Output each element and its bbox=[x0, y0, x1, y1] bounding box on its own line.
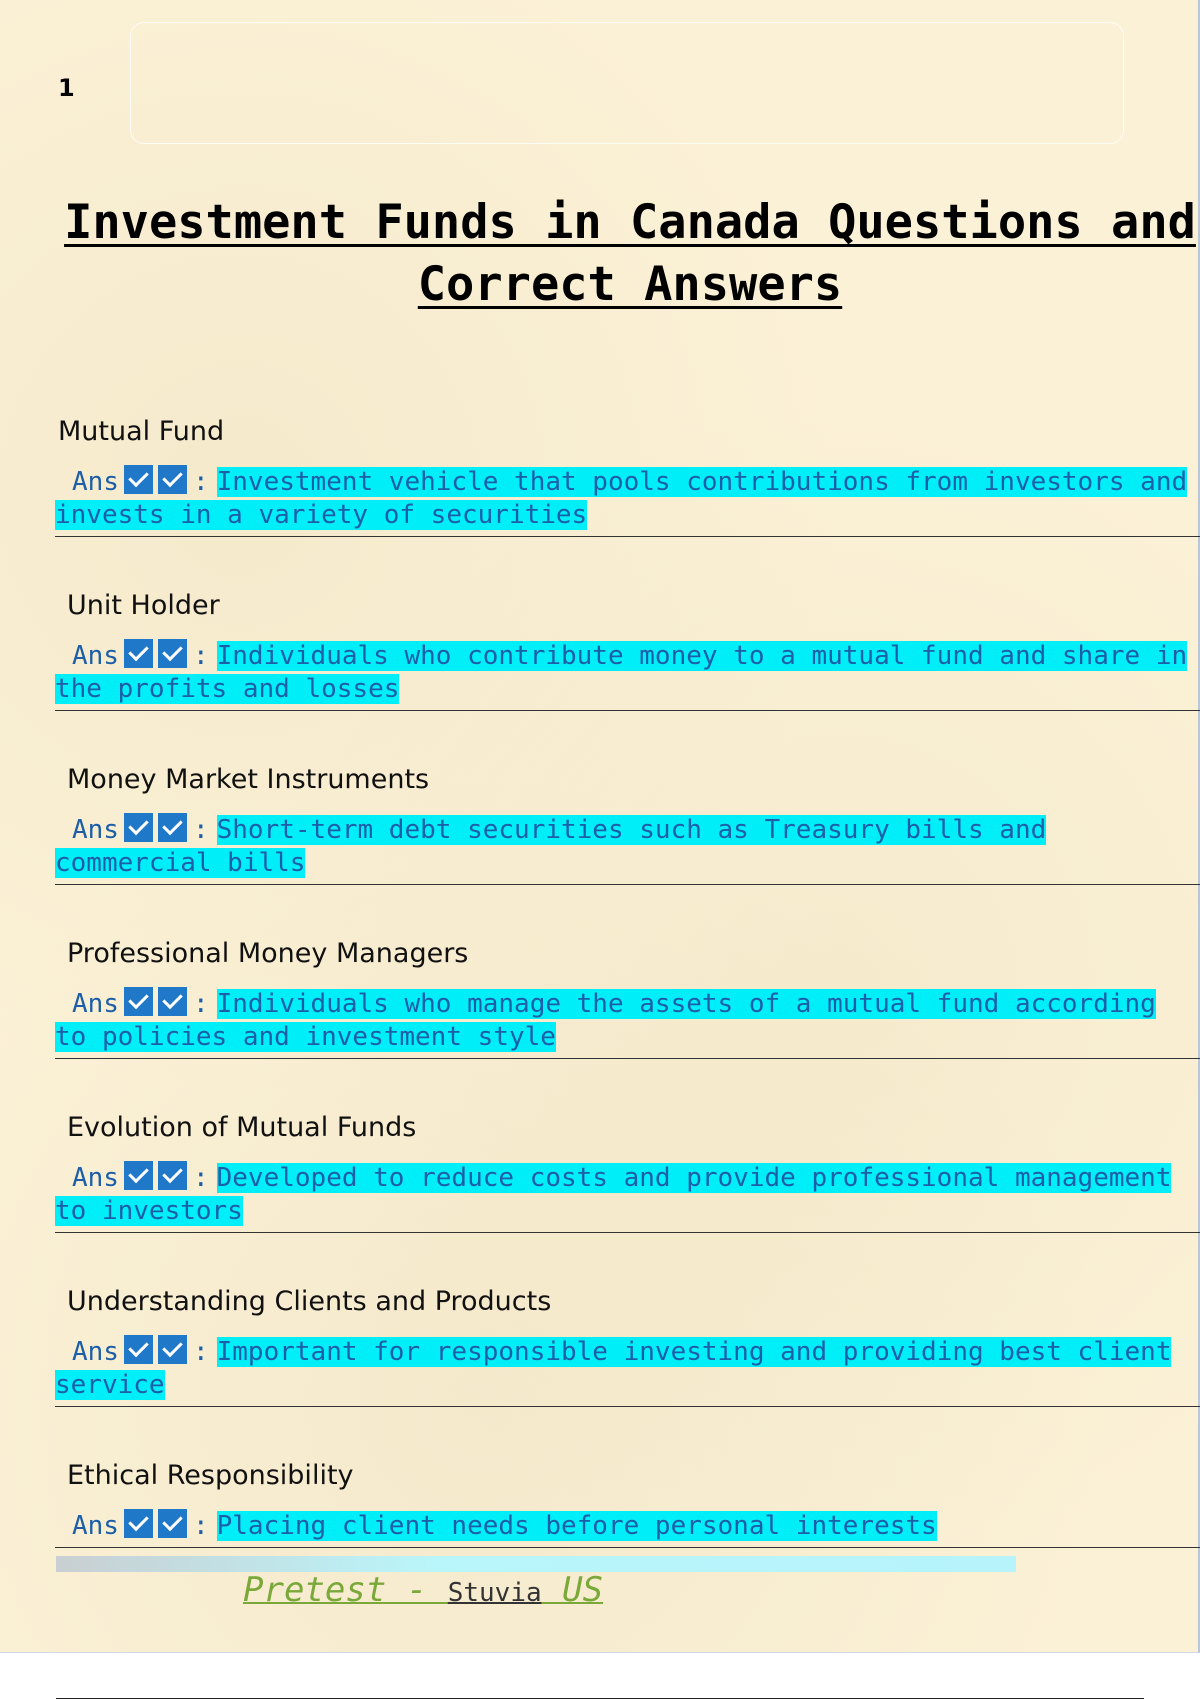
answer-text-line1: Short-term debt securities such as Treasury bills and bbox=[216, 815, 1047, 845]
footer-us: US bbox=[541, 1570, 604, 1610]
answer-prefix: Ans bbox=[72, 1163, 119, 1193]
answer-text-line1: Developed to reduce costs and provide professional management bbox=[216, 1163, 1172, 1193]
divider bbox=[55, 1232, 1200, 1233]
divider bbox=[55, 1547, 1200, 1548]
answer-colon: : bbox=[192, 641, 209, 671]
qa-item bbox=[55, 1111, 1200, 1233]
qa-item bbox=[55, 937, 1200, 1059]
header-frame bbox=[130, 22, 1124, 144]
checkmark-icon bbox=[158, 1161, 187, 1190]
question-text: Unit Holder bbox=[67, 590, 220, 621]
checkmark-icon bbox=[124, 813, 153, 842]
question-text: Money Market Instruments bbox=[67, 764, 430, 795]
checkmark-icon bbox=[158, 1335, 187, 1364]
answer-block bbox=[55, 1161, 1200, 1228]
answer-text-line1: Individuals who contribute money to a mutual fund and share in bbox=[216, 641, 1188, 671]
divider bbox=[55, 710, 1200, 711]
qa-item bbox=[55, 589, 1200, 711]
answer-text-line2: service bbox=[55, 1370, 165, 1400]
question-text: Professional Money Managers bbox=[67, 938, 469, 969]
answer-colon: : bbox=[192, 1163, 209, 1193]
footer-pretest: Pretest - bbox=[243, 1570, 448, 1610]
answer-colon: : bbox=[192, 1337, 209, 1367]
answer-prefix: Ans bbox=[72, 467, 119, 497]
answer-text-line1: Individuals who manage the assets of a mutual fund according bbox=[216, 989, 1156, 1019]
footer-stuvia: Stuvia bbox=[447, 1578, 542, 1608]
answer-text-line2: commercial bills bbox=[55, 848, 306, 878]
answer-prefix: Ans bbox=[72, 641, 119, 671]
qa-item bbox=[55, 415, 1200, 537]
question-text: Evolution of Mutual Funds bbox=[67, 1112, 417, 1143]
answer-block bbox=[55, 813, 1200, 880]
checkmark-icon bbox=[124, 465, 153, 494]
checkmark-icon bbox=[158, 987, 187, 1016]
qa-item bbox=[55, 1459, 1200, 1548]
checkmark-icon bbox=[158, 813, 187, 842]
checkmark-icon bbox=[124, 1509, 153, 1538]
answer-prefix: Ans bbox=[72, 1337, 119, 1367]
divider bbox=[55, 1058, 1200, 1059]
footer-watermark bbox=[243, 1570, 603, 1610]
checkmark-icon bbox=[158, 639, 187, 668]
divider bbox=[55, 884, 1200, 885]
checkmark-icon bbox=[124, 1161, 153, 1190]
answer-block bbox=[55, 639, 1200, 706]
checkmark-icon bbox=[124, 639, 153, 668]
question-text: Mutual Fund bbox=[58, 416, 225, 447]
answer-colon: : bbox=[192, 815, 209, 845]
document-title: Investment Funds in Canada Questions and Correct Answers bbox=[64, 195, 1196, 312]
answer-text-line2: the profits and losses bbox=[55, 674, 400, 704]
divider bbox=[55, 536, 1200, 537]
answer-colon: : bbox=[192, 467, 209, 497]
divider bbox=[55, 1406, 1200, 1407]
checkmark-icon bbox=[158, 1509, 187, 1538]
answer-colon: : bbox=[192, 989, 209, 1019]
answer-text-line2: invests in a variety of securities bbox=[55, 500, 588, 530]
checkmark-icon bbox=[124, 1335, 153, 1364]
answer-prefix: Ans bbox=[72, 1511, 119, 1541]
checkmark-icon bbox=[124, 987, 153, 1016]
answer-text-line1: Investment vehicle that pools contributions from investors and bbox=[216, 467, 1188, 497]
page-bottom-rule bbox=[56, 1698, 1144, 1699]
answer-block bbox=[55, 987, 1200, 1054]
answer-text-line1: Important for responsible investing and providing best client bbox=[216, 1337, 1172, 1367]
answer-block bbox=[55, 1509, 1200, 1543]
question-text: Understanding Clients and Products bbox=[67, 1286, 552, 1317]
answer-prefix: Ans bbox=[72, 815, 119, 845]
answer-block bbox=[55, 1335, 1200, 1402]
answer-text-line2: to policies and investment style bbox=[55, 1022, 556, 1052]
checkmark-icon bbox=[158, 465, 187, 494]
qa-item bbox=[55, 1285, 1200, 1407]
answer-block bbox=[55, 465, 1200, 532]
answer-text-line2: to investors bbox=[55, 1196, 243, 1226]
qa-item bbox=[55, 763, 1200, 885]
answer-colon: : bbox=[192, 1511, 209, 1541]
answer-text-line1: Placing client needs before personal interests bbox=[216, 1511, 937, 1541]
question-text: Ethical Responsibility bbox=[67, 1460, 354, 1491]
page-number: 1 bbox=[58, 74, 75, 102]
answer-prefix: Ans bbox=[72, 989, 119, 1019]
